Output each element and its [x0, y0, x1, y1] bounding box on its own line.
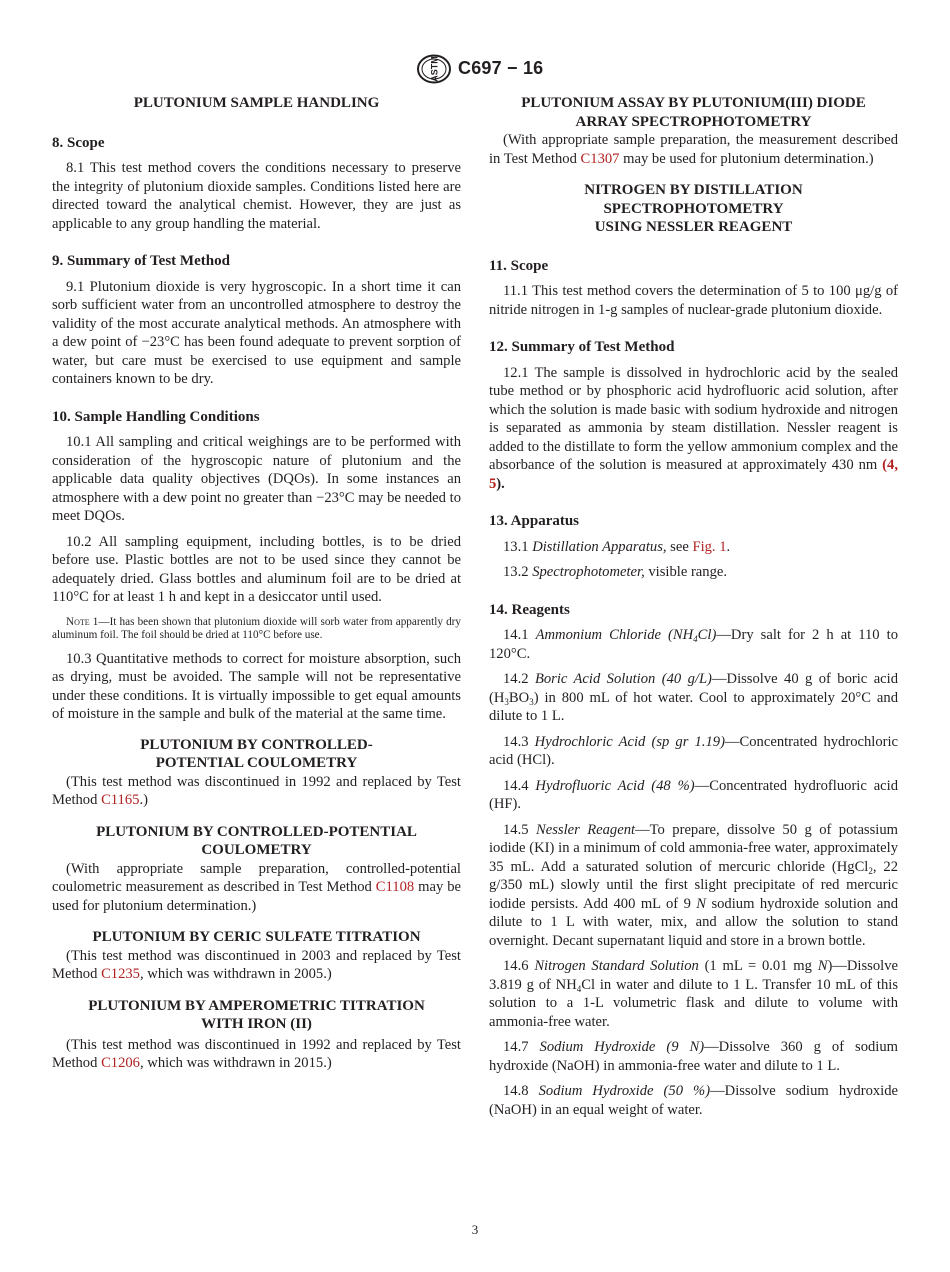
para-14-6: 14.6 Nitrogen Standard Solution (1 mL = 0.01 mg N)—Dissolve 3.819 g of $NH_4Cl$ in water and dilute to 1 L. Transfer 10 mL of this solution to a 1-L volumetric flask and dilute to volume with ammonia-free water.	[489, 958, 898, 1030]
section-title-ceric-sulfate: PLUTONIUM BY CERIC SULFATE TITRATION	[92, 929, 421, 946]
para-14-8: 14.8 Sodium Hydroxide (50 %)—Dissolve sodium hydroxide (NaOH) in an equal weight of water.	[489, 1083, 898, 1118]
para-14-4: 14.4 Hydrofluoric Acid (48 %)—Concentrated hydrofluoric acid (HF).	[489, 777, 899, 812]
heading-10-handling: 10. Sample Handling Conditions	[52, 408, 260, 425]
left-column	[52, 94, 461, 1075]
note-label: Note 1	[66, 615, 99, 628]
standard-designation: C697 − 16	[458, 58, 544, 78]
para-9-1: 9.1 Plutonium dioxide is very hygroscopic. In a short time it can sorb sufficient water from an uncontrolled atmosphere to destroy the validity of the most accurate analytical methods. An atmosphere with a dew point of −23°C has been found adequate to prevent sorption of water, but care must be exercised to use equipment and sample containers known to be dry.	[52, 278, 461, 387]
para-14-7: 14.7 Sodium Hydroxide (9 N)—Dissolve 360 g of sodium hydroxide (NaOH) in ammonia-free water and dilute to 1 L.	[489, 1039, 899, 1074]
para-14-5: 14.5 Nessler Reagent—To prepare, dissolve 50 g of potassium iodide (KI) in a minimum of cold ammonia-free water, approximately 35 mL. Add a saturated solution of mercuric chloride (HgCl$_2$, 22 g/350 mL) slowly until the first slight precipitate of red mercuric iodide persists. Add 400 mL of 9 N sodium hydroxide solution and dilute to 1 L with water, mix, and allow the solution to stand overnight. Decant supernatant liquid and store in a brown bottle.	[489, 821, 898, 949]
para-10-2: 10.2 All sampling equipment, including bottles, is to be dried before use. Plastic bottles are not to be used since they cannot be adequately dried. Glass bottles and aluminum foil are to be dried at 110°C for at least 1 h and kept in a desiccator until used.	[52, 533, 461, 605]
para-14-3: 14.3 Hydrochloric Acid (sp gr 1.19)—Concentrated hydrochloric acid (HCl).	[489, 733, 899, 768]
section-title-coulometry-1: PLUTONIUM BY CONTROLLED- POTENTIAL COULOMETRY	[140, 736, 373, 772]
para-coulometry-1: (This test method was discontinued in 1992 and replaced by Test Method C1165.)	[52, 773, 461, 809]
ref-c1206[interactable]: C1206	[101, 1055, 140, 1072]
astm-logo-icon	[416, 54, 452, 84]
section-title-nitrogen: NITROGEN BY DISTILLATION SPECTROPHOTOMETRY USING NESSLER REAGENT	[584, 182, 803, 235]
para-ceric-sulfate: (This test method was discontinued in 2003 and replaced by Test Method C1235, which was withdrawn in 2005.)	[52, 947, 461, 983]
note-1	[52, 616, 461, 643]
heading-9-summary: 9. Summary of Test Method	[52, 253, 230, 269]
para-14-2: 14.2 Boric Acid Solution (40 g/L)—Dissolve 40 g of boric acid $(H_3BO_3)$ in 800 mL of hot water. Cool to approximately 20°C and dilute to 1 L.	[489, 671, 898, 724]
ref-c1108[interactable]: C1108	[375, 879, 415, 896]
para-8-1: 8.1 This test method covers the conditions necessary to preserve the integrity of plutonium dioxide samples. Conditions listed here are directed toward the analytical chemist. However, they are just as applicable to any group handling the material.	[52, 160, 461, 232]
para-coulometry-2: (With appropriate sample preparation, controlled-potential coulometric measurement as described in Test Method C1108 may be used for plutonium determination.)	[52, 860, 461, 914]
para-10-1: 10.1 All sampling and critical weighings are to be performed with consideration of the hygroscopic nature of plutonium and the applicable data quality objectives (DQOs). In some instances an atmosphere with a dew point no greater than −23°C may be needed to meet DQOs.	[52, 434, 461, 524]
ref-c1307[interactable]: C1307	[580, 150, 620, 167]
ref-fig-1[interactable]: Fig. 1	[692, 538, 727, 555]
para-13-1: 13.1 Distillation Apparatus, see Fig. 1.	[503, 538, 731, 555]
right-column	[489, 94, 898, 1126]
heading-14-reagents: 14. Reagents	[489, 601, 570, 618]
heading-12-summary: 12. Summary of Test Method	[489, 339, 675, 355]
para-12-1: 12.1 The sample is dissolved in hydrochloric acid by the sealed tube method or by phosphoric acid hydrofluoric acid solution, after which the solution is made basic with sodium hydroxide and nitrogen is separated as ammonia by steam distillation. Nessler reagent is added to the distillate to form the yellow ammonium complex and the absorbance of the solution is measured at approximately 430 nm (4, 5).	[489, 364, 898, 492]
ref-c1165[interactable]: C1165	[101, 792, 140, 809]
para-13-2: 13.2 Spectrophotometer, visible range.	[503, 564, 728, 580]
ref-4[interactable]: 4	[887, 457, 895, 473]
section-title-sample-handling: PLUTONIUM SAMPLE HANDLING	[133, 95, 380, 111]
section-title-coulometry-2: PLUTONIUM BY CONTROLLED-POTENTIAL COULOMETRY	[96, 823, 417, 859]
svg-text:ASTM: ASTM	[429, 56, 440, 82]
para-10-3: 10.3 Quantitative methods to correct for moisture absorption, such as drying, must be avoided. The sample will not be representative under these conditions. It is virtually impossible to get equal amounts of moisture in the sample and bulk of the material at the same time.	[52, 650, 461, 723]
ref-5[interactable]: 5	[489, 475, 497, 492]
note-text: —It has been shown that plutonium dioxide will sorb water from apparently dry aluminum foil. The foil should be dried at 110°C before use.	[52, 615, 462, 642]
heading-8-scope: 8. Scope	[52, 134, 105, 151]
page-header	[0, 54, 950, 86]
para-11-1: 11.1 This test method covers the determination of 5 to 100 μg/g of nitride nitrogen in 1-g samples of nuclear-grade plutonium dioxide.	[489, 283, 898, 318]
section-title-amperometric: PLUTONIUM BY AMPEROMETRIC TITRATION WITH IRON (II)	[88, 997, 425, 1033]
heading-13-apparatus: 13. Apparatus	[489, 513, 580, 529]
heading-11-scope: 11. Scope	[489, 257, 549, 274]
para-diode-array: (With appropriate sample preparation, the measurement described in Test Method C1307 may be used for plutonium determination.)	[489, 132, 898, 167]
para-14-1: 14.1 Ammonium Chloride $(NH_4Cl)—Dry$ salt for 2 h at 110 to 120°C.	[489, 627, 898, 662]
page-number: 3	[471, 1222, 479, 1237]
ref-c1235[interactable]: C1235	[101, 966, 140, 983]
section-title-diode-array: PLUTONIUM ASSAY BY PLUTONIUM(III) DIODE ARRAY SPECTROPHOTOMETRY	[521, 95, 866, 130]
para-amperometric: (This test method was discontinued in 1992 and replaced by Test Method C1206, which was withdrawn in 2015.)	[52, 1036, 461, 1072]
